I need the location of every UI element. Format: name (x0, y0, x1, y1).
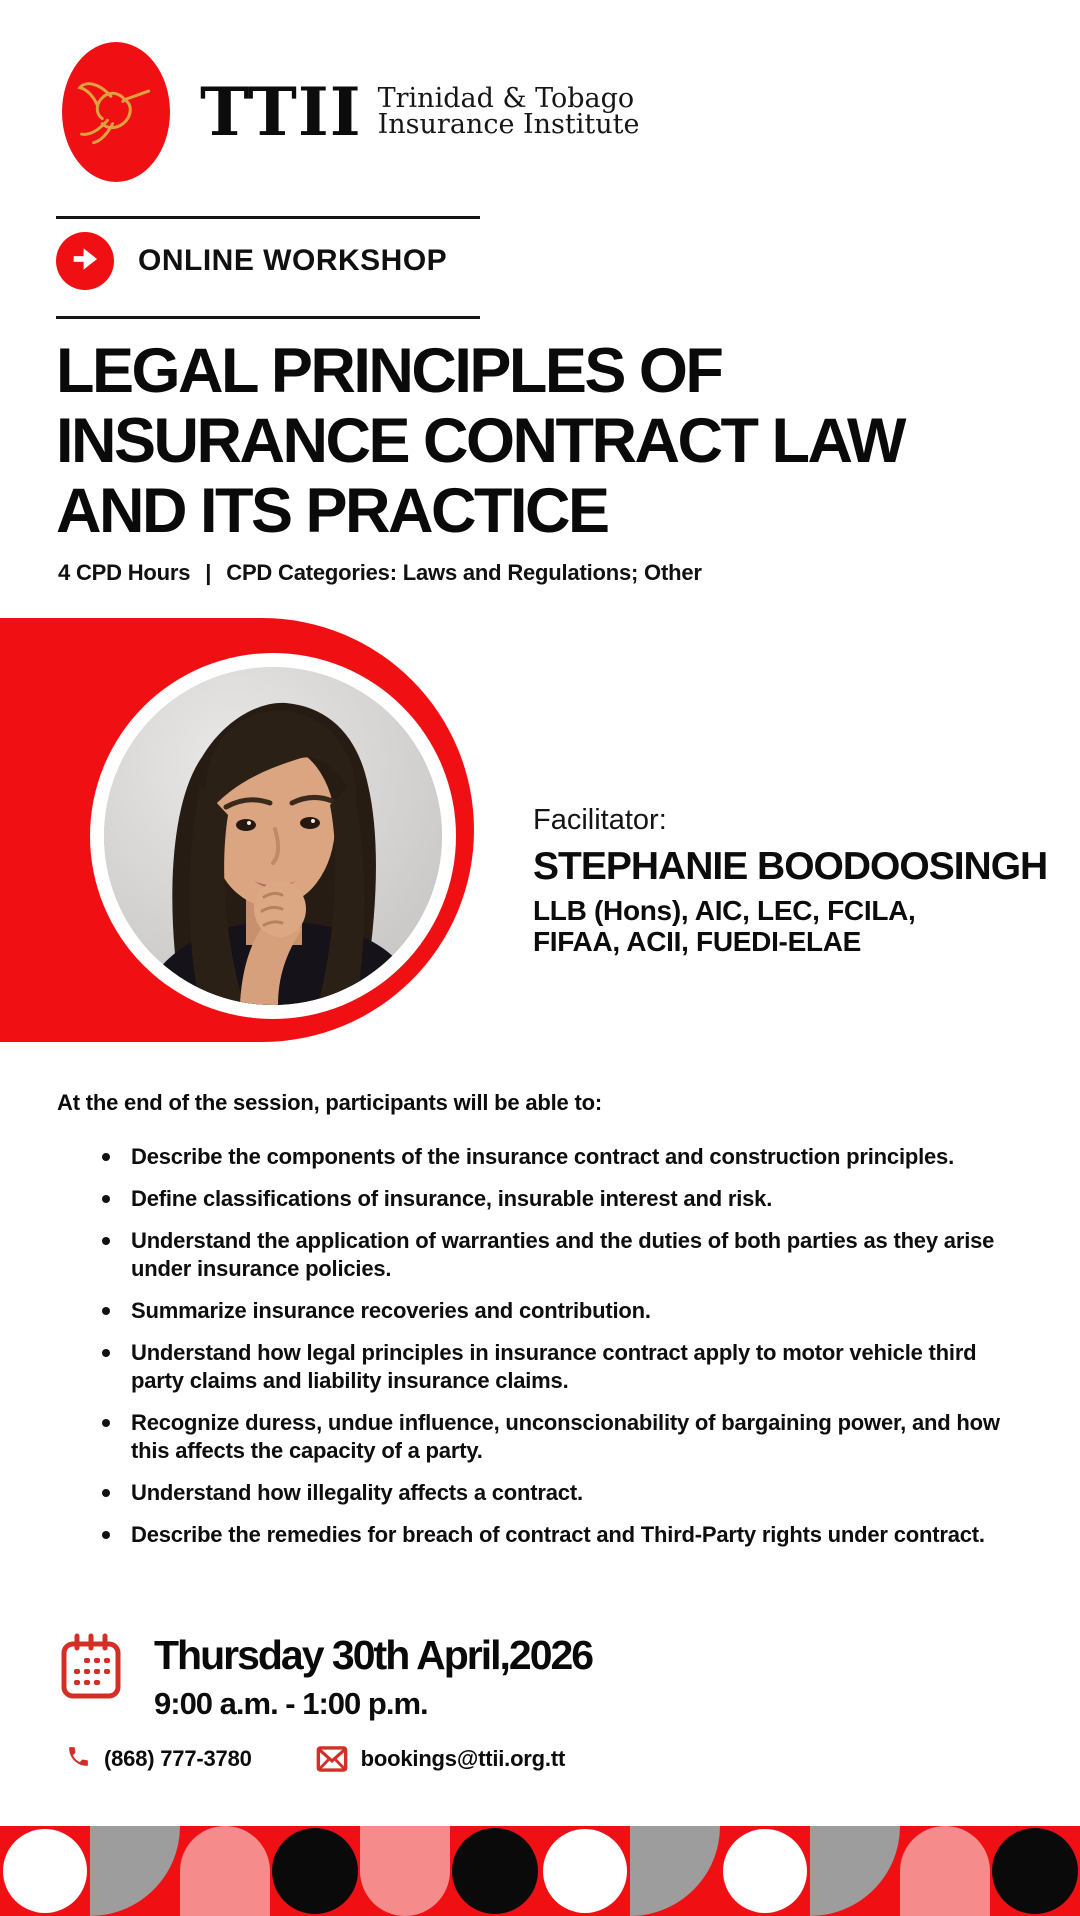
credentials-line1: LLB (Hons), AIC, LEC, FCILA, (533, 895, 916, 926)
arrow-right-icon (68, 242, 102, 281)
list-item-text: Understand how illegality affects a contract. (131, 1480, 583, 1505)
list-item (57, 1339, 1037, 1395)
list-item-text: Recognize duress, undue influence, unconscionability of bargaining power, and how this affects the capacity of a party. (131, 1410, 1000, 1463)
envelope-icon (316, 1746, 348, 1772)
list-item-text: Understand how legal principles in insurance contract apply to motor vehicle third party claims and liability insurance claims. (131, 1340, 977, 1393)
hummingbird-icon (73, 67, 159, 158)
arrow-badge (56, 232, 114, 290)
bullet-dot (102, 1237, 110, 1245)
footer-tile-black-circle (990, 1826, 1080, 1916)
objectives-list (57, 1143, 1037, 1549)
list-item-text: Describe the components of the insurance contract and construction principles. (131, 1144, 954, 1169)
logo-row (62, 42, 639, 182)
event-time: 9:00 a.m. - 1:00 p.m. (154, 1686, 428, 1721)
page-title (56, 336, 904, 546)
bullet-dot (102, 1349, 110, 1357)
bullet-dot (102, 1489, 110, 1497)
bullet-dot (102, 1307, 110, 1315)
list-item (57, 1521, 1037, 1549)
contact-row (66, 1744, 565, 1774)
footer-tile-gray-quarter (90, 1826, 180, 1916)
footer-tile-black-circle (450, 1826, 540, 1916)
facilitator-name: STEPHANIE BOODOOSINGH (533, 845, 1048, 888)
list-item (57, 1409, 1037, 1465)
footer-tile-white-circle (0, 1826, 90, 1916)
footer-tile-white-circle (720, 1826, 810, 1916)
logo-badge (62, 42, 170, 182)
phone-number: (868) 777-3780 (104, 1746, 252, 1771)
footer-tile-gray-quarter (810, 1826, 900, 1916)
cpd-line (58, 560, 702, 586)
title-line3: AND ITS PRACTICE (56, 476, 608, 546)
facilitator-label: Facilitator: (533, 804, 667, 836)
org-name-line1: Trinidad & Tobago (377, 83, 635, 114)
title-line1: LEGAL PRINCIPLES OF (56, 336, 722, 406)
divider-bottom (56, 316, 480, 319)
footer-tile-salmon-arch-up (900, 1826, 990, 1916)
cpd-separator: | (205, 560, 212, 585)
divider-top (56, 216, 480, 219)
schedule-text (154, 1632, 592, 1722)
list-item-text: Understand the application of warranties and the duties of both parties as they arise under insurance policies. (131, 1228, 995, 1281)
title-line2: INSURANCE CONTRACT LAW (56, 406, 904, 476)
objectives-intro: At the end of the session, participants will be able to: (57, 1090, 602, 1115)
footer-tile-salmon-arch-up (180, 1826, 270, 1916)
facilitator-photo (104, 667, 442, 1005)
objectives-section (57, 1090, 1037, 1563)
schedule-block (60, 1632, 592, 1722)
facilitator-credentials (533, 895, 1047, 957)
list-item-text: Describe the remedies for breach of contract and Third-Party rights under contract. (131, 1522, 985, 1547)
list-item (57, 1143, 1037, 1171)
list-item-text: Summarize insurance recoveries and contribution. (131, 1298, 651, 1323)
bullet-dot (102, 1195, 110, 1203)
org-name (377, 83, 640, 140)
org-name-line2: Insurance Institute (377, 109, 640, 140)
list-item (57, 1297, 1037, 1325)
footer-tile-salmon-arch-down (360, 1826, 450, 1916)
list-item (57, 1227, 1037, 1283)
logo-text: TTII (200, 73, 362, 151)
workshop-label: ONLINE WORKSHOP (138, 244, 448, 277)
list-item (57, 1185, 1037, 1213)
credentials-line2: FIFAA, ACII, FUEDI-ELAE (533, 926, 862, 957)
list-item-text: Define classifications of insurance, insurable interest and risk. (131, 1186, 773, 1211)
bullet-dot (102, 1153, 110, 1161)
email-address: bookings@ttii.org.tt (360, 1746, 566, 1771)
list-item (57, 1479, 1037, 1507)
cpd-hours: 4 CPD Hours (58, 560, 191, 585)
calendar-icon (60, 1632, 122, 1722)
facilitator-block (533, 804, 1047, 957)
bullet-dot (102, 1531, 110, 1539)
footer-tile-gray-quarter (630, 1826, 720, 1916)
bullet-dot (102, 1419, 110, 1427)
event-date: Thursday 30th April,2026 (154, 1632, 593, 1678)
footer-pattern (0, 1826, 1080, 1916)
workshop-banner (56, 232, 447, 290)
footer-tile-black-circle (270, 1826, 360, 1916)
phone-icon (66, 1744, 91, 1774)
footer-tile-white-circle (540, 1826, 630, 1916)
cpd-categories: CPD Categories: Laws and Regulations; Other (226, 560, 702, 585)
